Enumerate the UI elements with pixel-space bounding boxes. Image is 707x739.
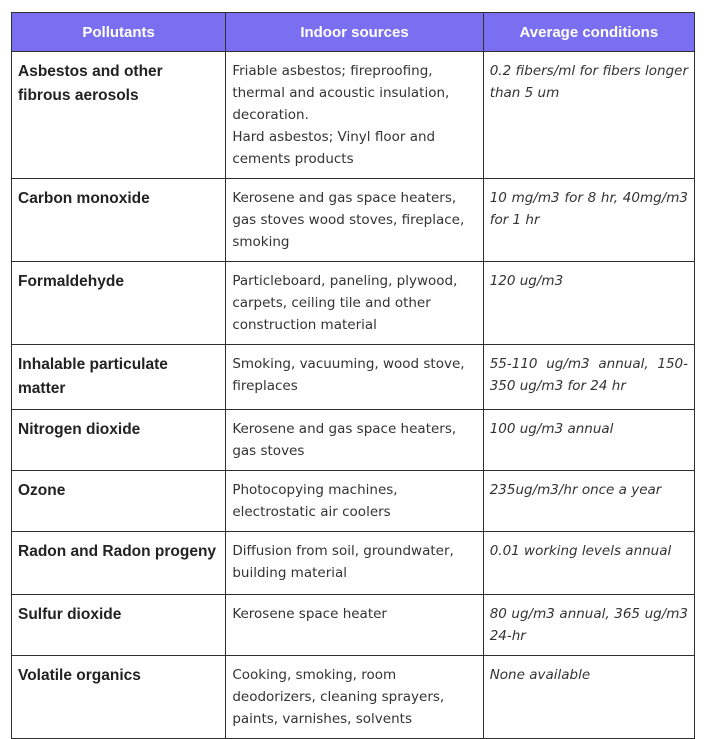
conditions-cell: 55-110 ug/m3 annual, 150-350 ug/m3 for 24 hr	[483, 345, 694, 410]
sources-cell	[226, 52, 483, 179]
sources-cell: Kerosene and gas space heaters, gas stoves wood stoves, fireplace, smoking	[226, 179, 483, 262]
header-average-conditions: Average conditions	[483, 13, 694, 52]
conditions-cell: 235ug/m3/hr once a year	[483, 471, 694, 532]
conditions-cell: 0.01 working levels annual	[483, 532, 694, 595]
conditions-cell: 120 ug/m3	[483, 262, 694, 345]
table-row	[12, 595, 695, 656]
pollutant-cell: Asbestos and other fibrous aerosols	[12, 52, 226, 179]
sources-text-2: Hard asbestos; Vinyl floor and cements products	[232, 129, 436, 167]
conditions-cell: 0.2 fibers/ml for fibers longer than 5 um	[483, 52, 694, 179]
pollutants-table	[11, 12, 695, 739]
header-row	[12, 13, 695, 52]
conditions-cell: 80 ug/m3 annual, 365 ug/m3 24-hr	[483, 595, 694, 656]
table-row	[12, 262, 695, 345]
pollutant-cell: Carbon monoxide	[12, 179, 226, 262]
sources-cell: Smoking, vacuuming, wood stove, fireplaces	[226, 345, 483, 410]
table-row	[12, 471, 695, 532]
sources-cell: Diffusion from soil, groundwater, building material	[226, 532, 483, 595]
header-pollutants: Pollutants	[12, 13, 226, 52]
conditions-cell: 10 mg/m3 for 8 hr, 40mg/m3 for 1 hr	[483, 179, 694, 262]
pollutant-cell: Volatile organics	[12, 656, 226, 739]
sources-cell: Kerosene space heater	[226, 595, 483, 656]
table-row	[12, 532, 695, 595]
pollutant-cell: Ozone	[12, 471, 226, 532]
table-row	[12, 410, 695, 471]
pollutant-cell: Formaldehyde	[12, 262, 226, 345]
pollutant-cell: Nitrogen dioxide	[12, 410, 226, 471]
sources-cell: Particleboard, paneling, plywood, carpets, ceiling tile and other construction material	[226, 262, 483, 345]
sources-cell: Cooking, smoking, room deodorizers, cleaning sprayers, paints, varnishes, solvents	[226, 656, 483, 739]
table-row	[12, 656, 695, 739]
pollutant-cell: Inhalable particulate matter	[12, 345, 226, 410]
conditions-cell: None available	[483, 656, 694, 739]
sources-text: Friable asbestos; fireproofing, thermal and acoustic insulation, decoration.	[232, 63, 450, 123]
table-row	[12, 179, 695, 262]
sources-cell: Kerosene and gas space heaters, gas stoves	[226, 410, 483, 471]
conditions-cell: 100 ug/m3 annual	[483, 410, 694, 471]
pollutant-cell: Sulfur dioxide	[12, 595, 226, 656]
header-indoor-sources: Indoor sources	[226, 13, 483, 52]
sources-cell: Photocopying machines, electrostatic air coolers	[226, 471, 483, 532]
table-row	[12, 345, 695, 410]
pollutant-cell: Radon and Radon progeny	[12, 532, 226, 595]
table-row	[12, 52, 695, 179]
